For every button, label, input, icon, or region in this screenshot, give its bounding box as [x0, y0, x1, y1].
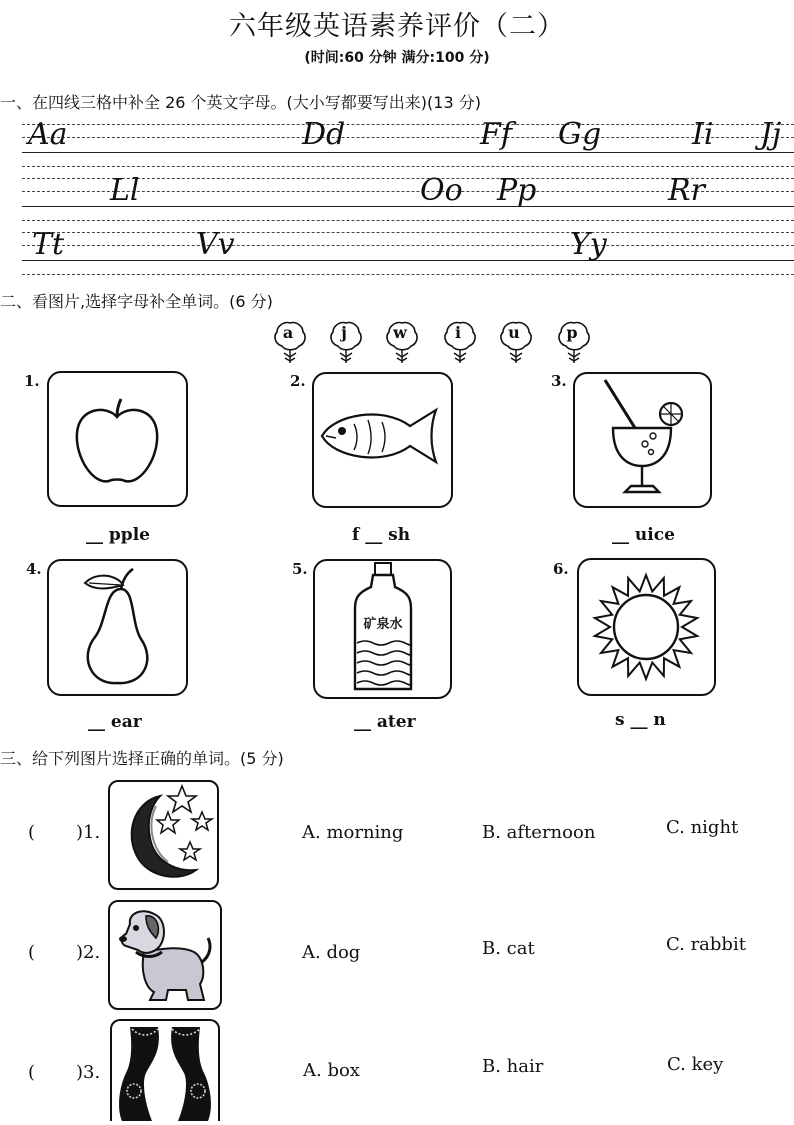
question-picture: [108, 780, 219, 890]
item-number: 1.: [24, 372, 40, 390]
option-c: C. key: [667, 1054, 724, 1075]
word-blank: __ ater: [354, 712, 416, 732]
option-b: B. hair: [482, 1056, 544, 1077]
item-number: 3.: [551, 372, 567, 390]
option-b: B. afternoon: [482, 822, 596, 843]
question-picture: [110, 1019, 220, 1121]
letter-option-u: [498, 320, 538, 366]
exam-info: (时间:60 分钟 满分:100 分): [304, 50, 490, 66]
letter-option-p: [556, 320, 596, 366]
item-number: 2.: [290, 372, 306, 390]
option-a: A. morning: [302, 822, 404, 843]
option-a: A. dog: [302, 942, 361, 963]
word-blank: s __ n: [615, 710, 666, 730]
dog-icon: [110, 902, 220, 1008]
option-b: B. cat: [482, 938, 535, 959]
option-letter: j: [341, 323, 347, 342]
item-number: 6.: [553, 560, 569, 578]
answer-paren: (: [28, 942, 36, 963]
answer-paren: (: [28, 1062, 36, 1083]
picture-card: [577, 558, 716, 696]
apple-icon: [49, 373, 186, 505]
word-blank: __ pple: [86, 525, 150, 545]
letter-pair: Rr: [668, 173, 705, 208]
question-picture: [108, 900, 222, 1010]
section1-heading: 一、在四线三格中补全 26 个英文字母。(大小写都要写出来)(13 分): [0, 93, 481, 112]
option-letter: u: [508, 323, 520, 342]
word-blank: __ ear: [88, 712, 142, 732]
letter-pair: Yy: [570, 227, 607, 262]
letter-pair: Vv: [196, 227, 235, 262]
moon-stars-icon: [110, 782, 217, 888]
word-blank: f __ sh: [352, 525, 411, 545]
letter-pair: Dd: [302, 117, 346, 152]
item-number: 5.: [292, 560, 308, 578]
picture-card: [312, 372, 453, 508]
letter-option-w: [384, 320, 424, 366]
option-c: C. night: [666, 817, 739, 838]
pear-icon: [49, 561, 186, 694]
picture-card: [47, 371, 188, 507]
letter-pair: Gg: [558, 117, 602, 152]
answer-paren: (: [28, 822, 36, 843]
question-number: )2.: [76, 942, 101, 963]
handwriting-lines-row-3: [22, 226, 794, 286]
word-blank: __ uice: [612, 525, 675, 545]
letter-pair: Aa: [28, 117, 68, 152]
option-a: A. box: [303, 1060, 360, 1081]
juice-icon: [575, 374, 710, 506]
handwriting-lines-row-1: [22, 118, 794, 178]
option-letter: w: [393, 323, 407, 342]
section3-heading: 三、给下列图片选择正确的单词。(5 分): [0, 749, 284, 768]
bottle-label: 矿泉水: [363, 617, 403, 632]
picture-card: [573, 372, 712, 508]
letter-pair: Pp: [497, 173, 537, 208]
section2-heading: 二、看图片,选择字母补全单词。(6 分): [0, 292, 273, 311]
shoes-icon: [112, 1021, 218, 1121]
picture-card: [47, 559, 188, 696]
letter-option-i: [442, 320, 482, 366]
fish-icon: [314, 374, 451, 506]
letter-pair: Ff: [480, 117, 512, 152]
page-title: 六年级英语素养评价（二）: [229, 11, 565, 42]
question-number: )1.: [76, 822, 101, 843]
letter-option-a: [272, 320, 312, 366]
picture-card: [313, 559, 452, 699]
letter-pair: Oo: [420, 173, 463, 208]
option-letter: p: [566, 323, 578, 342]
letter-pair: Ii: [692, 117, 714, 152]
sun-icon: [579, 560, 714, 694]
letter-option-j: [328, 320, 368, 366]
option-c: C. rabbit: [666, 934, 746, 955]
question-number: )3.: [76, 1062, 101, 1083]
letter-pair: Ll: [110, 173, 140, 208]
item-number: 4.: [26, 560, 42, 578]
letter-pair: Tt: [32, 227, 65, 262]
option-letter: a: [282, 323, 294, 342]
letter-pair: Jj: [760, 117, 782, 152]
option-letter: i: [454, 323, 462, 342]
